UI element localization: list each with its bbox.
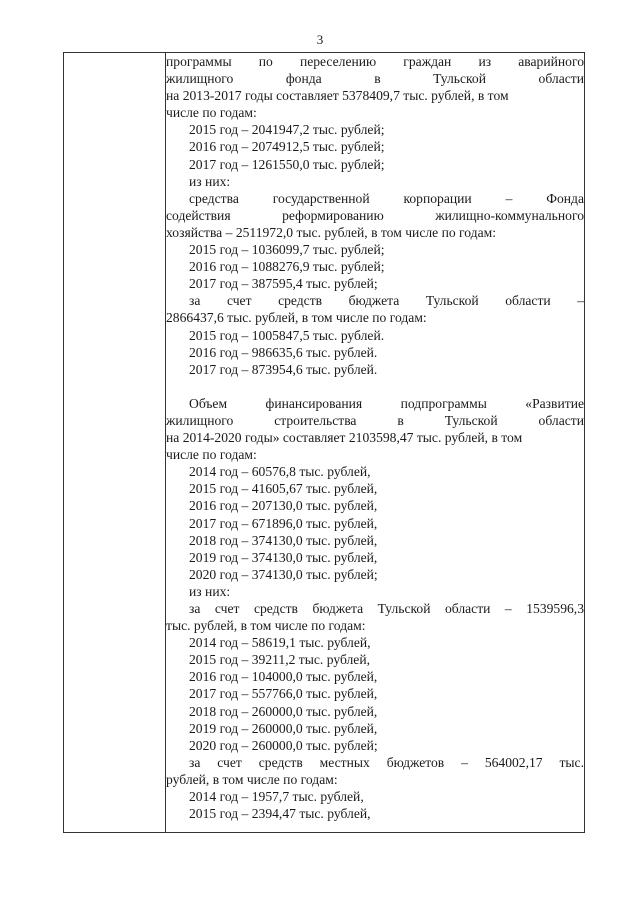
text-line: рублей, в том числе по годам: (166, 771, 338, 787)
content-table (63, 52, 585, 833)
right-column-cell (166, 53, 585, 833)
text-line: 2017 год – 557766,0 тыс. рублей, (189, 686, 378, 702)
text-line: содействия реформированию жилищно-коммунального (166, 207, 584, 223)
text-line: 2019 год – 374130,0 тыс. рублей, (189, 549, 378, 565)
text-line: 2016 год – 1088276,9 тыс. рублей; (189, 259, 385, 275)
text-line: 2017 год – 387595,4 тыс. рублей; (189, 276, 378, 292)
blank-line (166, 378, 584, 395)
text-line: на 2014-2020 годы» составляет 2103598,47 тыс. рублей, в том (166, 430, 523, 446)
text-line: 2866437,6 тыс. рублей, в том числе по годам: (166, 310, 427, 326)
text-line: 2017 год – 1261550,0 тыс. рублей; (189, 156, 385, 172)
text-line: хозяйства – 2511972,0 тыс. рублей, в том числе по годам: (166, 224, 497, 240)
text-line: программы по переселению граждан из аварийного (166, 54, 584, 69)
text-line: 2014 год – 58619,1 тыс. рублей, (189, 635, 371, 651)
text-line: Объем финансирования подпрограммы «Развитие (189, 395, 584, 411)
text-line: 2017 год – 873954,6 тыс. рублей. (189, 361, 378, 377)
page-number: 3 (316, 32, 324, 47)
text-line: 2016 год – 104000,0 тыс. рублей, (189, 669, 378, 685)
text-line: из них: (189, 173, 231, 189)
text-line: 2018 год – 374130,0 тыс. рублей, (189, 532, 378, 548)
text-line: 2014 год – 60576,8 тыс. рублей, (189, 464, 371, 480)
text-line: средства государственной корпорации – Фонда (189, 190, 584, 206)
text-line: за счет средств местных бюджетов – 564002,17 тыс. (189, 754, 584, 770)
text-line: 2020 год – 374130,0 тыс. рублей; (189, 566, 378, 582)
text-line: за счет средств бюджета Тульской области – 1539596,3 (189, 601, 584, 616)
text-line: 2015 год – 39211,2 тыс. рублей, (189, 652, 371, 668)
text-block (166, 53, 584, 822)
text-line: за счет средств бюджета Тульской области – (189, 293, 584, 309)
text-line: 2015 год – 41605,67 тыс. рублей, (189, 481, 378, 497)
text-line: 2016 год – 207130,0 тыс. рублей, (189, 498, 378, 514)
left-column-cell (64, 53, 166, 833)
text-line: числе по годам: (166, 105, 257, 121)
text-line: 2016 год – 2074912,5 тыс. рублей; (189, 139, 385, 155)
text-line: 2014 год – 1957,7 тыс. рублей, (189, 789, 364, 805)
text-line: 2020 год – 260000,0 тыс. рублей; (189, 737, 378, 753)
text-line: жилищного фонда в Тульской области (166, 71, 584, 87)
text-line: 2015 год – 2041947,2 тыс. рублей; (189, 122, 385, 138)
text-line: на 2013-2017 годы составляет 5378409,7 тыс. рублей, в том (166, 88, 509, 104)
text-line: 2018 год – 260000,0 тыс. рублей, (189, 703, 378, 719)
text-line: 2019 год – 260000,0 тыс. рублей, (189, 720, 378, 736)
text-line: 2016 год – 986635,6 тыс. рублей. (189, 344, 378, 360)
text-line: 2015 год – 1036099,7 тыс. рублей; (189, 242, 385, 258)
table-row (64, 53, 585, 833)
text-line: 2017 год – 671896,0 тыс. рублей, (189, 515, 378, 531)
text-line: 2015 год – 2394,47 тыс. рублей, (189, 806, 371, 822)
text-line: жилищного строительства в Тульской области (166, 412, 584, 428)
text-line: из них: (189, 583, 231, 599)
text-line: тыс. рублей, в том числе по годам: (166, 618, 366, 634)
text-line: 2015 год – 1005847,5 тыс. рублей. (189, 327, 385, 343)
text-line: числе по годам: (166, 447, 257, 463)
